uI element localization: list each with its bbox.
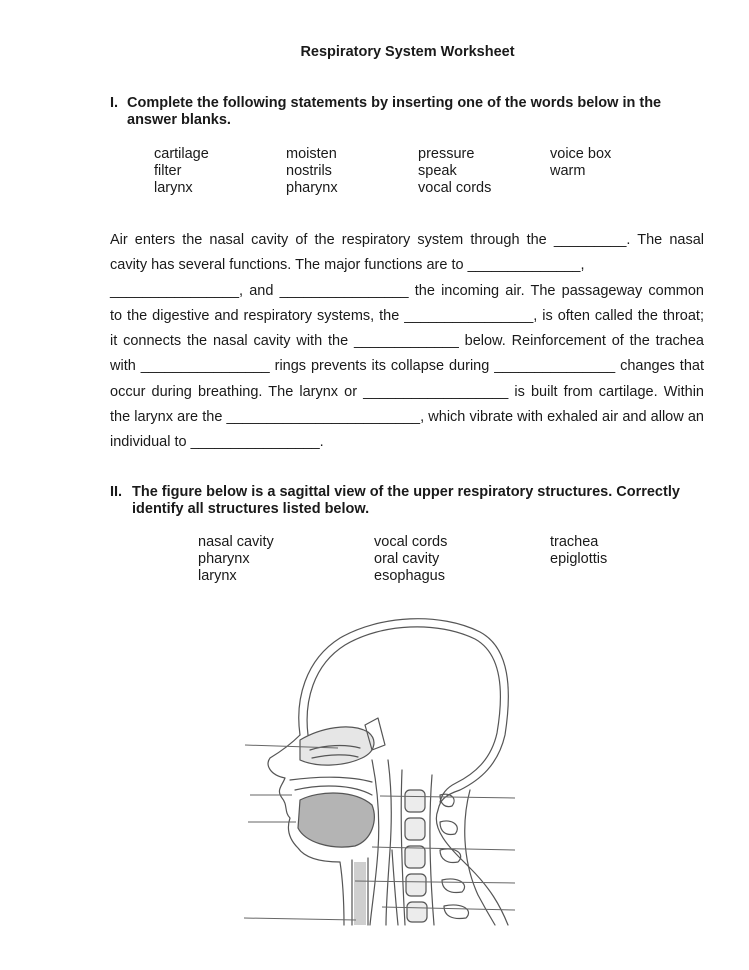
word-bank <box>0 146 749 200</box>
structures-column <box>550 534 607 568</box>
word-bank-item: speak <box>418 163 457 179</box>
word-bank-column <box>418 146 491 197</box>
paragraph-line: it connects the nasal cavity with the _____________ below. Reinforcement of the trachea <box>110 333 704 350</box>
label-line-right-3 <box>355 881 515 883</box>
paragraph-line: ________________, and ________________ the incoming air. The passageway common <box>110 282 704 299</box>
word-bank-column <box>154 146 209 197</box>
structure-item: larynx <box>198 568 237 584</box>
word-bank-column <box>550 146 611 180</box>
paragraph-line: to the digestive and respiratory systems, the ________________, is often called the throat; <box>110 307 704 324</box>
structure-item: esophagus <box>374 568 445 584</box>
paragraph-line: Air enters the nasal cavity of the respiratory system through the _________. The nasal <box>110 232 704 248</box>
section-2-number: II. <box>110 484 123 500</box>
section-2-heading-line2: identify all structures listed below. <box>132 501 370 517</box>
section-2-heading <box>110 484 710 518</box>
word-bank-item: warm <box>550 163 586 179</box>
word-bank-item: moisten <box>286 146 337 162</box>
paragraph-line: individual to ________________. <box>110 434 324 451</box>
structures-column <box>374 534 447 585</box>
paragraph-line: the larynx are the ________________________, which vibrate with exhaled air and allow an <box>110 409 704 426</box>
label-line-right-1 <box>380 796 515 798</box>
word-bank-item: filter <box>154 163 182 179</box>
section-1-heading-line1: Complete the following statements by inserting one of the words below in the <box>127 95 662 111</box>
structure-item: trachea <box>550 534 599 550</box>
fill-in-paragraph <box>110 228 710 456</box>
word-bank-column <box>286 146 338 197</box>
structure-item: oral cavity <box>374 551 440 567</box>
structure-item: pharynx <box>198 551 250 567</box>
structures-column <box>198 534 274 585</box>
word-bank-item: cartilage <box>154 146 209 162</box>
section-1-heading-line2: answer blanks. <box>127 112 231 128</box>
word-bank-item: pressure <box>418 146 475 162</box>
structures-list <box>0 534 749 588</box>
structure-item: vocal cords <box>374 534 448 550</box>
paragraph-line: with ________________ rings prevents its collapse during _______________ changes that <box>110 358 704 375</box>
label-line-left-4 <box>244 918 356 920</box>
structure-item: epiglottis <box>550 551 608 567</box>
word-bank-item: larynx <box>154 180 193 196</box>
paragraph-line: cavity has several functions. The major functions are to ______________, <box>110 257 585 274</box>
word-bank-item: vocal cords <box>418 180 492 196</box>
word-bank-item: voice box <box>550 146 612 162</box>
section-1-heading <box>110 95 710 129</box>
word-bank-item: pharynx <box>286 180 338 196</box>
section-1-number: I. <box>110 95 119 111</box>
skull-outline <box>299 619 509 810</box>
sagittal-head-figure <box>238 600 523 930</box>
paragraph-line: occur during breathing. The larynx or __________________ is built from cartilage. Within <box>110 383 704 400</box>
structure-item: nasal cavity <box>198 534 274 550</box>
label-line-right-4 <box>382 907 515 910</box>
section-2-heading-line1: The figure below is a sagittal view of the upper respiratory structures. Correctly <box>132 484 680 500</box>
word-bank-item: nostrils <box>286 163 332 179</box>
page-title: Respiratory System Worksheet <box>300 44 515 60</box>
